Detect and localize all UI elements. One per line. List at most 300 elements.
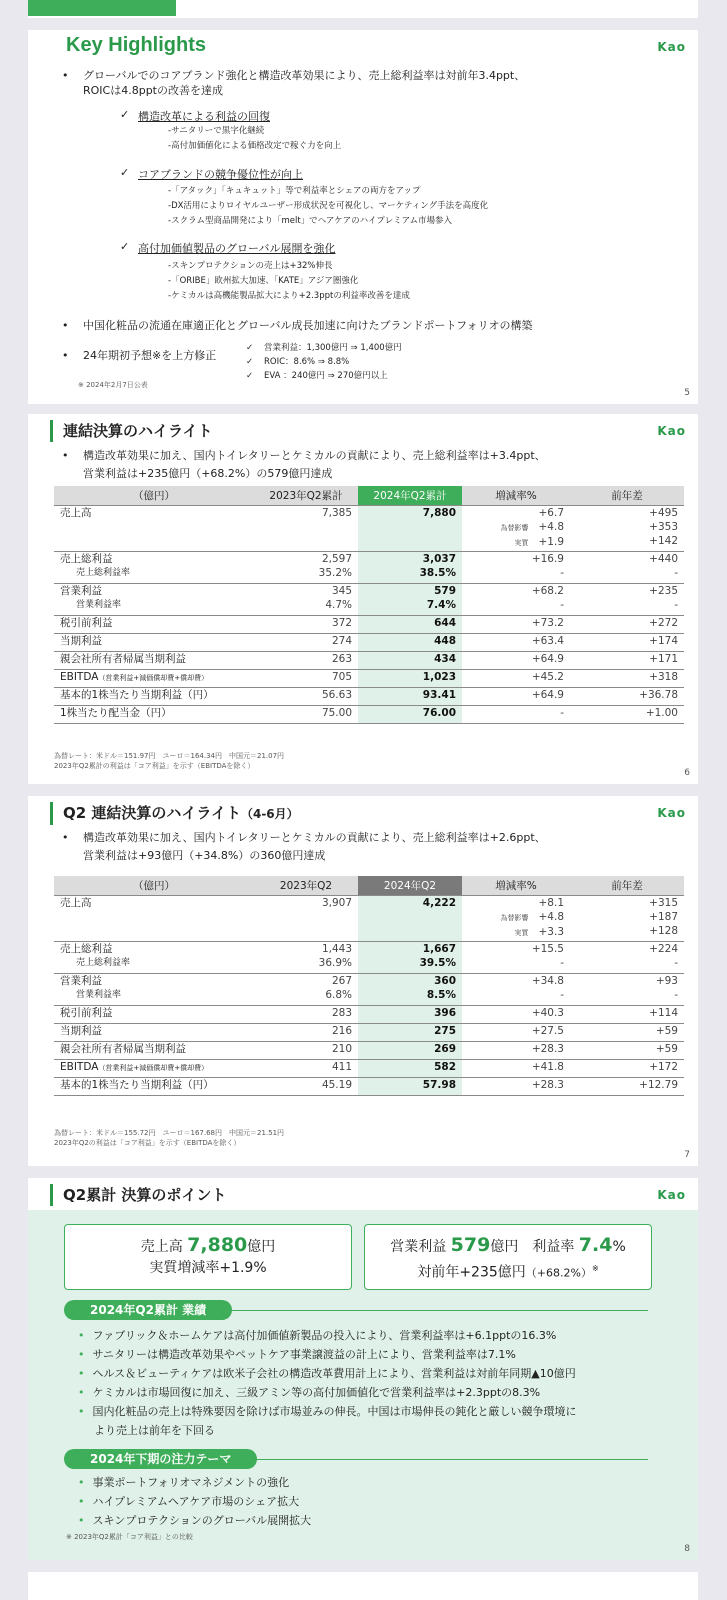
col-header: （億円） (54, 876, 254, 895)
growth-rate (462, 505, 570, 551)
growth-rate (462, 1023, 570, 1041)
ratio-value: 8.5% (426, 988, 456, 1001)
fx-row (468, 910, 564, 925)
row-label-text: 当期利益 (60, 634, 102, 647)
value: +28.3 (531, 1042, 564, 1055)
table-row (54, 669, 684, 687)
current-value (358, 941, 462, 973)
value: 434 (434, 652, 456, 665)
check-icon: ✓ (246, 343, 254, 353)
table-row (54, 633, 684, 651)
value: +93 (655, 974, 678, 987)
value: +174 (649, 634, 678, 647)
value: +171 (649, 652, 678, 665)
current-value (358, 651, 462, 669)
theme-1 (78, 1473, 289, 1492)
point-3 (78, 1364, 576, 1383)
current-value (358, 1023, 462, 1041)
value: +495 (649, 506, 678, 519)
value: +64.9 (531, 688, 564, 701)
row-label (54, 1059, 254, 1077)
value: 57.98 (422, 1078, 456, 1091)
prior-value (254, 687, 358, 705)
bullet-1-line-2: ROICは4.8pptの改善を達成 (83, 84, 223, 97)
row-label (54, 505, 254, 551)
slide-title-text: Q2 連結決算のハイライト (63, 804, 241, 822)
table-row (54, 973, 684, 1005)
value: +63.4 (531, 634, 564, 647)
current-value (358, 1005, 462, 1023)
check-icon: ✓ (120, 240, 130, 253)
row-label (54, 687, 254, 705)
yoy-diff (570, 651, 684, 669)
current-value (358, 1059, 462, 1077)
slide-key-highlights (28, 30, 698, 404)
profit-line (365, 1235, 651, 1258)
highlight-2-detail-2: -DX活用によりロイヤルユーザー形成状況を可視化し、マーケティング手法を高度化 (168, 201, 489, 211)
row-label-text: 親会社所有者帰属当期利益 (60, 1042, 186, 1055)
next-slide-strip (28, 1572, 698, 1600)
value: - (674, 956, 678, 969)
value: - (674, 566, 678, 579)
yoy-line (365, 1258, 651, 1284)
row-label-text: 親会社所有者帰属当期利益 (60, 652, 186, 665)
col-header: （億円） (54, 486, 254, 505)
growth-rate (462, 615, 570, 633)
op-label: 営業利益 (390, 1239, 451, 1255)
summary-line-2: 営業利益は+93億円（+34.8%）の360億円達成 (83, 849, 326, 862)
point-text: ヘルス＆ビューティケアは欧米子会社の構造改革費用計上により、営業利益は対前年同期▲10億円 (92, 1367, 576, 1380)
current-value (358, 895, 462, 941)
prior-value (254, 895, 358, 941)
row-label (54, 973, 254, 1005)
point-2 (78, 1345, 516, 1364)
growth-rate (462, 1059, 570, 1077)
row-label-text: 基本的1株当たり当期利益（円） (60, 1078, 214, 1091)
value: - (560, 956, 564, 969)
point-text: 国内化粧品の売上は特殊要因を除けば市場並みの伸長。中国は市場伸長の鈍化と厳しい競争環境に (92, 1405, 577, 1418)
table-row (54, 1059, 684, 1077)
revision-roic: ROIC：8.6% ⇒ 8.8% (264, 357, 350, 367)
value: +16.9 (531, 552, 564, 565)
value: +3.3 (538, 925, 564, 938)
growth-rate (462, 1005, 570, 1023)
yoy-diff (570, 615, 684, 633)
value: +36.78 (639, 688, 678, 701)
value: +272 (649, 616, 678, 629)
value: 7,880 (422, 506, 456, 519)
value: 411 (331, 1060, 352, 1073)
value: +224 (649, 942, 678, 955)
bullet-dot: • (62, 349, 69, 362)
col-header: 2023年Q2 (254, 876, 358, 895)
col-header: 増減率% (462, 876, 570, 895)
growth-rate (462, 551, 570, 583)
slide-title (50, 802, 299, 825)
row-sublabel: 売上総利益率 (76, 567, 131, 578)
point-text: ファブリック＆ホームケアは高付加価値新製品の投入により、営業利益率は+6.1pptの16.3% (92, 1329, 557, 1342)
table-row (54, 1005, 684, 1023)
value: +1.00 (645, 706, 678, 719)
sales-unit: 億円 (247, 1239, 276, 1255)
op-value: 579 (450, 1234, 491, 1256)
value: +8.1 (538, 896, 564, 909)
percent-unit: % (612, 1239, 626, 1255)
value: - (674, 988, 678, 1001)
section-pill-focus: 2024年下期の注力テーマ (64, 1449, 257, 1469)
bullet-dot: • (62, 831, 69, 844)
row-label-note: （営業利益+減価償却費+償却費） (98, 673, 209, 682)
table-row (54, 551, 684, 583)
point-text: ケミカルは市場回復に加え、三級アミン等の高付加価値化で営業利益率は+2.3pptの8.3% (92, 1386, 541, 1399)
yoy-diff (570, 1005, 684, 1023)
value: +27.5 (531, 1024, 564, 1037)
row-label-text: 売上高 (60, 896, 92, 909)
check-icon: ✓ (120, 108, 130, 121)
row-label-text: EBITDA (60, 1060, 99, 1073)
bullet-dot: • (78, 1476, 85, 1489)
yoy-diff (570, 705, 684, 723)
growth-rate (462, 973, 570, 1005)
ratio-value: 7.4% (426, 598, 456, 611)
point-1 (78, 1326, 556, 1345)
current-value (358, 551, 462, 583)
table-row (54, 1041, 684, 1059)
value: 56.63 (321, 688, 352, 701)
yoy-diff (570, 505, 684, 551)
yoy-diff (570, 1059, 684, 1077)
row-label (54, 615, 254, 633)
value: 283 (331, 1006, 352, 1019)
value: 4,222 (422, 896, 456, 909)
col-header: 2024年Q2 (358, 876, 462, 895)
table-row (54, 505, 684, 551)
growth-rate (462, 669, 570, 687)
row-label (54, 551, 254, 583)
kao-logo: Kao (657, 1188, 686, 1202)
prior-value (254, 973, 358, 1005)
table-row (54, 651, 684, 669)
value: +114 (649, 1006, 678, 1019)
value: 93.41 (422, 688, 456, 701)
page-number: 8 (684, 1544, 690, 1554)
yoy-diff (570, 633, 684, 651)
row-label (54, 651, 254, 669)
summary-line-1: 構造改革効果に加え、国内トイレタリーとケミカルの貢献により、売上総利益率は+2.6ppt、 (83, 831, 546, 844)
value: 372 (331, 616, 352, 629)
table-row (54, 941, 684, 973)
growth-rate (462, 895, 570, 941)
value: 448 (434, 634, 456, 647)
value: +142 (649, 534, 678, 547)
prior-value (254, 551, 358, 583)
value: 3,037 (422, 552, 456, 565)
prior-value (254, 505, 358, 551)
value: +172 (649, 1060, 678, 1073)
ratio-value: 6.8% (325, 988, 352, 1001)
value: 274 (331, 634, 352, 647)
yoy-diff (570, 1077, 684, 1095)
growth-rate (462, 705, 570, 723)
row-label-text: EBITDA (60, 670, 99, 683)
table-row (54, 687, 684, 705)
yoy-diff (570, 669, 684, 687)
kao-logo: Kao (657, 40, 686, 54)
theme-2 (78, 1492, 299, 1511)
divider (228, 1459, 648, 1460)
value: - (560, 598, 564, 611)
bullet-dot: • (78, 1367, 85, 1380)
check-icon: ✓ (246, 357, 254, 367)
slide-consolidated-highlights (28, 414, 698, 784)
value: +15.5 (531, 942, 564, 955)
fx-row (468, 520, 564, 535)
value: 263 (331, 652, 352, 665)
theme-text: 事業ポートフォリオマネジメントの強化 (92, 1476, 290, 1489)
prior-value (254, 669, 358, 687)
bullet-3: 24年期初予想※を上方修正 (83, 349, 217, 362)
bullet-dot: • (78, 1348, 85, 1361)
profit-summary-box (364, 1224, 652, 1290)
growth-rate (462, 1041, 570, 1059)
row-label-text: 税引前利益 (60, 1006, 113, 1019)
table-row (54, 1023, 684, 1041)
prior-value (254, 583, 358, 615)
real-label: 実質 (514, 928, 529, 937)
slide-q2-highlights (28, 796, 698, 1166)
highlight-1-detail-1: -サニタリーで黒字化継続 (168, 126, 265, 136)
previous-slide-strip (28, 0, 698, 18)
ratio-value: 35.2% (318, 566, 352, 579)
value: 45.19 (321, 1078, 352, 1091)
prior-value (254, 1059, 358, 1077)
theme-3 (78, 1511, 311, 1530)
row-sublabel: 営業利益率 (76, 989, 122, 1000)
row-label (54, 583, 254, 615)
row-label (54, 1023, 254, 1041)
yoy-diff (570, 973, 684, 1005)
growth-rate (462, 1077, 570, 1095)
value: +187 (649, 910, 678, 923)
results-table (54, 486, 684, 724)
growth-rate (462, 633, 570, 651)
value: +64.9 (531, 652, 564, 665)
yoy-diff (570, 895, 684, 941)
real-row (468, 535, 564, 550)
value: +235 (649, 584, 678, 597)
slide-title: Key Highlights (66, 34, 207, 56)
value: +68.2 (531, 584, 564, 597)
row-label (54, 705, 254, 723)
table-row (54, 615, 684, 633)
value: +4.8 (538, 910, 564, 923)
current-value (358, 615, 462, 633)
value: 1,667 (422, 942, 456, 955)
value: +40.3 (531, 1006, 564, 1019)
col-header: 前年差 (570, 876, 684, 895)
table-row (54, 583, 684, 615)
point-5 (78, 1402, 577, 1421)
row-label (54, 669, 254, 687)
margin-label: 億円 利益率 (490, 1239, 579, 1255)
slide-title (50, 420, 213, 442)
yoy-diff (570, 687, 684, 705)
ratio-value: 39.5% (419, 956, 456, 969)
bullet-dot: • (78, 1514, 85, 1527)
value: +318 (649, 670, 678, 683)
current-value (358, 687, 462, 705)
accent-bar (28, 0, 176, 16)
table-row (54, 1077, 684, 1095)
real-row (468, 925, 564, 940)
prior-value (254, 633, 358, 651)
bullet-dot: • (78, 1329, 85, 1342)
value: +59 (655, 1024, 678, 1037)
fx-label: 為替影響 (500, 913, 529, 922)
bullet-2: 中国化粧品の流通在庫適正化とグローバル成長加速に向けたブランドポートフォリオの構築 (83, 319, 533, 332)
row-label-text: 1株当たり配当金（円） (60, 706, 172, 719)
value: +45.2 (531, 670, 564, 683)
row-label-note: （営業利益+減価償却費+償却費） (98, 1063, 209, 1072)
value: 267 (331, 974, 352, 987)
yoy-diff (570, 941, 684, 973)
sales-line (65, 1235, 351, 1258)
theme-text: スキンプロテクションのグローバル展開拡大 (92, 1514, 312, 1527)
current-value (358, 505, 462, 551)
growth-rate (462, 687, 570, 705)
value: 360 (434, 974, 456, 987)
table-row (54, 895, 684, 941)
col-header: 2023年Q2累計 (254, 486, 358, 505)
yoy-diff (570, 551, 684, 583)
col-header: 2024年Q2累計 (358, 486, 462, 505)
value: 705 (331, 670, 352, 683)
row-label-text: 売上高 (60, 506, 92, 519)
value: +1.9 (538, 535, 564, 548)
table-row (54, 705, 684, 723)
value: +4.8 (538, 520, 564, 533)
sales-summary-box (64, 1224, 352, 1290)
value: +59 (655, 1042, 678, 1055)
highlight-3-detail-3: -ケミカルは高機能製品拡大により+2.3pptの利益率改善を達成 (168, 291, 410, 301)
bullet-dot: • (78, 1405, 85, 1418)
row-label-text: 売上総利益 (60, 552, 113, 565)
prior-value (254, 615, 358, 633)
value: 2,597 (321, 552, 352, 565)
bullet-dot: • (62, 319, 69, 332)
bullet-dot: • (78, 1386, 85, 1399)
real-label: 実質 (514, 538, 529, 547)
kao-logo: Kao (657, 806, 686, 820)
current-value (358, 669, 462, 687)
current-value (358, 1041, 462, 1059)
current-value (358, 1077, 462, 1095)
point-5-cont: より売上は前年を下回る (94, 1424, 215, 1437)
section-pill-results: 2024年Q2累計 業績 (64, 1300, 232, 1320)
row-label (54, 633, 254, 651)
core-note: 2023年Q2の利益は「コア利益」を示す（EBITDAを除く） (54, 1139, 241, 1147)
value: +440 (649, 552, 678, 565)
row-sublabel: 売上総利益率 (76, 957, 131, 968)
value: 269 (434, 1042, 456, 1055)
current-value (358, 973, 462, 1005)
value: 76.00 (422, 706, 456, 719)
value: +128 (649, 924, 678, 937)
row-label-text: 売上総利益 (60, 942, 113, 955)
page-number: 6 (684, 768, 690, 778)
ratio-value: 38.5% (419, 566, 456, 579)
current-value (358, 583, 462, 615)
yoy-diff: 対前年+235億円 (417, 1264, 526, 1281)
ratio-value: 36.9% (318, 956, 352, 969)
value: +34.8 (531, 974, 564, 987)
slide-q2-points (28, 1178, 698, 1560)
sales-label: 売上高 (140, 1239, 188, 1255)
value: +28.3 (531, 1078, 564, 1091)
slide-subtitle: （4-6月） (240, 807, 299, 821)
value: - (674, 598, 678, 611)
col-header: 前年差 (570, 486, 684, 505)
results-table (54, 876, 684, 1096)
value: 75.00 (321, 706, 352, 719)
kao-logo: Kao (657, 424, 686, 438)
summary-line-1: 構造改革効果に加え、国内トイレタリーとケミカルの貢献により、売上総利益率は+3.4ppt、 (83, 449, 546, 462)
current-value (358, 705, 462, 723)
col-header: 増減率% (462, 486, 570, 505)
point-text: サニタリーは構造改革効果やペットケア事業譲渡益の計上により、営業利益率は7.1% (92, 1348, 516, 1361)
footnote: ※ 2023年Q2累計「コア利益」との比較 (66, 1533, 193, 1541)
value: 3,907 (321, 896, 352, 909)
value: 644 (434, 616, 456, 629)
value: 345 (331, 584, 352, 597)
value: 7,385 (321, 506, 352, 519)
bullet-dot: • (62, 449, 69, 462)
row-label (54, 941, 254, 973)
highlight-2-detail-1: -「アタック」「キュキュット」等で利益率とシェアの両方をアップ (168, 186, 421, 196)
value: +73.2 (531, 616, 564, 629)
growth-rate (462, 941, 570, 973)
footnote: ※ 2024年2月7日公表 (78, 381, 148, 389)
row-label (54, 1005, 254, 1023)
prior-value (254, 1005, 358, 1023)
value: - (560, 566, 564, 579)
point-4 (78, 1383, 540, 1402)
row-label-text: 営業利益 (60, 974, 102, 987)
check-icon: ✓ (120, 166, 130, 179)
value: - (560, 988, 564, 1001)
real-growth: 実質増減率+1.9% (149, 1260, 267, 1276)
highlight-heading-2: コアブランドの競争優位性が向上 (138, 168, 303, 181)
value: 210 (331, 1042, 352, 1055)
value: +6.7 (538, 506, 564, 519)
prior-value (254, 651, 358, 669)
divider (228, 1310, 648, 1311)
ratio-value: 4.7% (325, 598, 352, 611)
prior-value (254, 941, 358, 973)
row-label-text: 営業利益 (60, 584, 102, 597)
fx-label: 為替影響 (500, 523, 529, 532)
theme-text: ハイプレミアムヘアケア市場のシェア拡大 (92, 1495, 300, 1508)
summary-line-2: 営業利益は+235億円（+68.2%）の579億円達成 (83, 467, 333, 480)
growth-rate (462, 651, 570, 669)
value: 216 (331, 1024, 352, 1037)
value: 396 (434, 1006, 456, 1019)
slide-title (50, 1184, 226, 1206)
value: - (560, 706, 564, 719)
highlight-2-detail-3: -スクラム型商品開発により「melt」でヘアケアのハイプレミアム市場参入 (168, 216, 452, 226)
value: 1,443 (321, 942, 352, 955)
core-note: 2023年Q2累計の利益は「コア利益」を示す（EBITDAを除く） (54, 762, 255, 770)
